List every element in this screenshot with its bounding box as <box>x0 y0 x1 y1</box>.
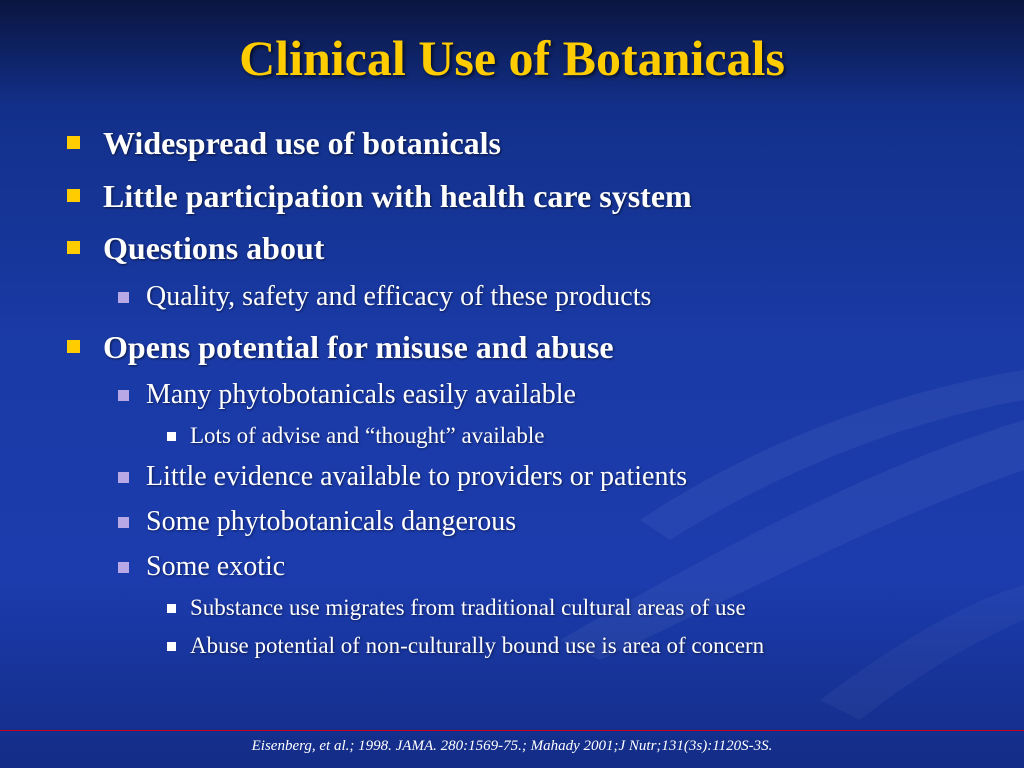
square-bullet-icon <box>118 517 129 528</box>
sub-bullet-text: Quality, safety and efficacy of these products <box>146 281 652 312</box>
bullet-text: Little participation with health care system <box>103 178 692 214</box>
square-bullet-icon <box>167 604 176 613</box>
square-bullet-icon <box>167 432 176 441</box>
square-bullet-icon <box>67 136 80 149</box>
sub-bullet-text: Some exotic <box>146 551 286 582</box>
bullet-text: Widespread use of botanicals <box>103 125 501 161</box>
square-bullet-icon <box>118 292 129 303</box>
square-bullet-icon <box>118 562 129 573</box>
sub-sub-bullet-text: Abuse potential of non-culturally bound use is area of concern <box>190 633 765 658</box>
bullet-text: Opens potential for misuse and abuse <box>103 329 614 365</box>
sub-sub-bullet-text: Lots of advise and “thought” available <box>190 423 545 448</box>
sub-bullet-text: Many phytobotanicals easily available <box>146 379 576 410</box>
square-bullet-icon <box>118 472 129 483</box>
footer-divider <box>0 730 1024 731</box>
sub-sub-bullet-text: Substance use migrates from traditional cultural areas of use <box>190 595 746 620</box>
square-bullet-icon <box>67 340 80 353</box>
bullet-text: Questions about <box>103 230 325 266</box>
square-bullet-icon <box>167 642 176 651</box>
slide-title: Clinical Use of Botanicals <box>239 30 785 86</box>
sub-bullet-text: Some phytobotanicals dangerous <box>146 506 517 537</box>
sub-bullet-text: Little evidence available to providers or patients <box>146 461 688 492</box>
square-bullet-icon <box>67 189 80 202</box>
square-bullet-icon <box>67 241 80 254</box>
citation-footer: Eisenberg, et al.; 1998. JAMA. 280:1569-75.; Mahady 2001;J Nutr;131(3s):1120S-3S. <box>251 738 773 754</box>
square-bullet-icon <box>118 390 129 401</box>
